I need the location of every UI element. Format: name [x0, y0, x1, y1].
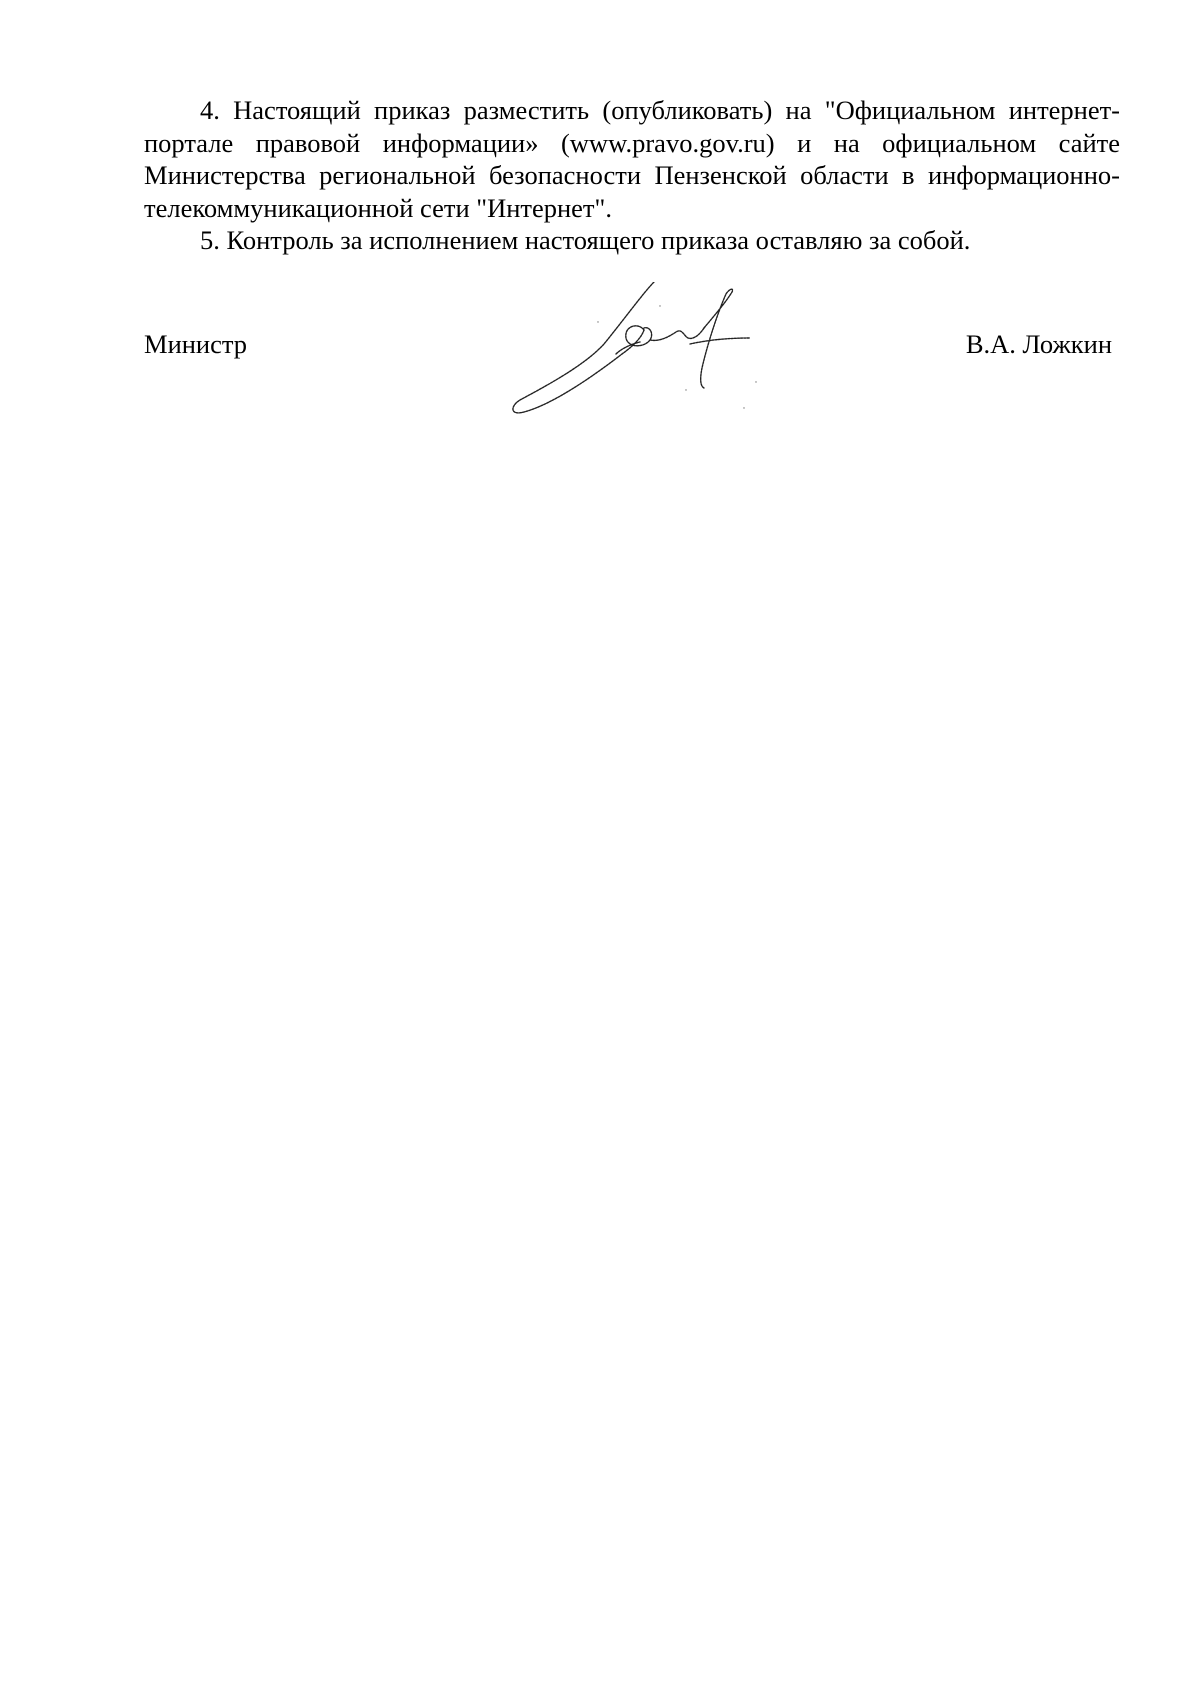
paragraph-5: [144, 224, 1120, 257]
paragraph-4-text: Настоящий приказ разместить (опубликовать) на "Официальном интернет-портале правовой информации» (www.pravo.gov.ru) и на официальном сайте Министерства региональной безопасности Пензенской области в информационно-телекоммуникационной сети "Интернет".: [144, 95, 1121, 223]
paragraph-4: [144, 94, 1120, 224]
paragraph-5-text: Контроль за исполнением настоящего приказа оставляю за собой.: [226, 225, 971, 255]
signatory-position: Министр: [144, 329, 248, 359]
handwritten-signature-icon: [504, 282, 764, 422]
paragraph-5-number: 5.: [200, 225, 220, 255]
paragraph-4-number: 4.: [200, 95, 220, 125]
signature-block: [144, 318, 1120, 438]
document-body: [144, 94, 1120, 257]
signatory-name: В.А. Ложкин: [965, 329, 1112, 359]
